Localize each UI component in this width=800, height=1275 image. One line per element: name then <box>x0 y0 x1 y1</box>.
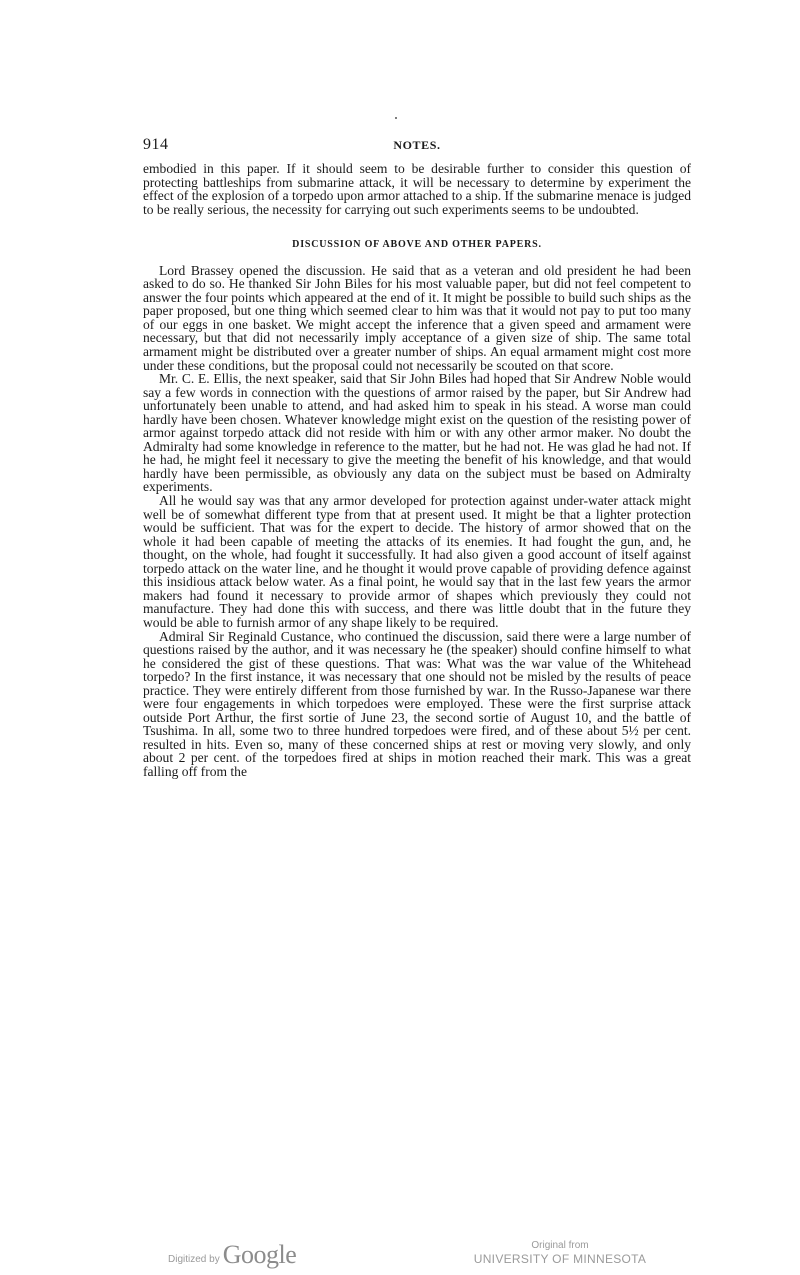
intro-paragraph: embodied in this paper. If it should seem to be desirable further to consider this question of protecting battleships from submarine attack, it will be necessary to determine by experiment the effect of the explosion of a torpedo upon armor attached to a ship. If the submarine menace is judged to be really serious, the necessity for carrying out such experiments seems to be undoubted. <box>143 161 691 217</box>
running-head <box>143 136 691 162</box>
paragraph-mr-ellis: Mr. C. E. Ellis, the next speaker, said that Sir John Biles had hoped that Sir Andrew Noble would say a few words in connection with the questions of armor raised by the paper, but Sir Andrew had unfortunately been unable to attend, and had asked him to speak in his stead. A worse man could hardly have been chosen. Whatever knowledge might exist on the question of the resisting power of armor against torpedo attack did not reside with him or with any other armor maker. No doubt the Admiralty had some knowledge in reference to the matter, but he had not. He was glad he had not. If he had, he might feel it necessary to give the meeting the benefit of his knowledge, and that would hardly have been permissible, as obviously any data on the subject must be based on Admiralty experiments. <box>143 371 691 495</box>
scan-footer <box>0 1236 800 1272</box>
running-title: NOTES. <box>393 138 441 152</box>
paragraph-armor-development: All he would say was that any armor developed for protection against under-water attack might well be of somewhat different type from that at present used. It might be that a lighter protection would be sufficient. That was for the expert to decide. The history of armor showed that on the whole it had been capable of meeting the attacks of its enemies. It had fought the gun, and, he thought, on the whole, had fought it successfully. It had also given a good account of itself against torpedo attack on the water line, and he thought it would prove capable of providing defence against this insidious attack below water. As a final point, he would say that in the last few years the armor makers had found it necessary to provide armor of shapes which previously they could not manufacture. They had done this with success, and there was little doubt that in the future they would be able to furnish armor of any shape likely to be required. <box>143 493 691 630</box>
digitized-by <box>168 1240 296 1270</box>
original-label: Original from <box>531 1240 589 1251</box>
page-number: 914 <box>143 136 169 153</box>
original-from <box>470 1240 650 1266</box>
google-logo-icon: Google <box>222 1240 297 1269</box>
section-heading: DISCUSSION OF ABOVE AND OTHER PAPERS. <box>292 239 542 251</box>
paragraph-lord-brassey: Lord Brassey opened the discussion. He said that as a veteran and old president he had been asked to do so. He thanked Sir John Biles for his most valuable paper, but did not feel competent to answer the four points which appeared at the end of it. It might be possible to build such ships as the paper proposed, but one thing which seemed clear to him was that it would not pay to put too many of our eggs in one basket. We might accept the inference that a given speed and armament were necessary, but that did not necessarily imply acceptance of a given size of ship. The same total armament might be distributed over a greater number of ships. An equal armament might cost more under these conditions, but the proposal could not necessarily be scouted on that score. <box>143 262 691 373</box>
original-source: UNIVERSITY OF MINNESOTA <box>473 1252 647 1266</box>
body-text <box>143 162 691 779</box>
scan-speck <box>395 117 397 119</box>
book-page <box>143 136 691 779</box>
digitized-label: Digitized by <box>168 1254 220 1265</box>
paragraph-admiral-custance: Admiral Sir Reginald Custance, who continued the discussion, said there were a large number of questions raised by the author, and it was necessary he (the speaker) should confine himself to what he considered the gist of these questions. That was: What was the war value of the Whitehead torpedo? In the first instance, it was necessary that one should not be misled by the results of peace practice. They were entirely different from those furnished by war. In the Russo-Japanese war there were four engagements in which torpedoes were employed. These were the first surprise attack outside Port Arthur, the first sortie of June 23, the second sortie of August 10, and the battle of Tsushima. In all, some two to three hundred torpedoes were fired, and of these about 5½ per cent. resulted in hits. Even so, many of these concerned ships at rest or moving very slowly, and only about 2 per cent. of the torpedoes fired at ships in motion reached their mark. This was a great falling off from the <box>143 628 691 779</box>
